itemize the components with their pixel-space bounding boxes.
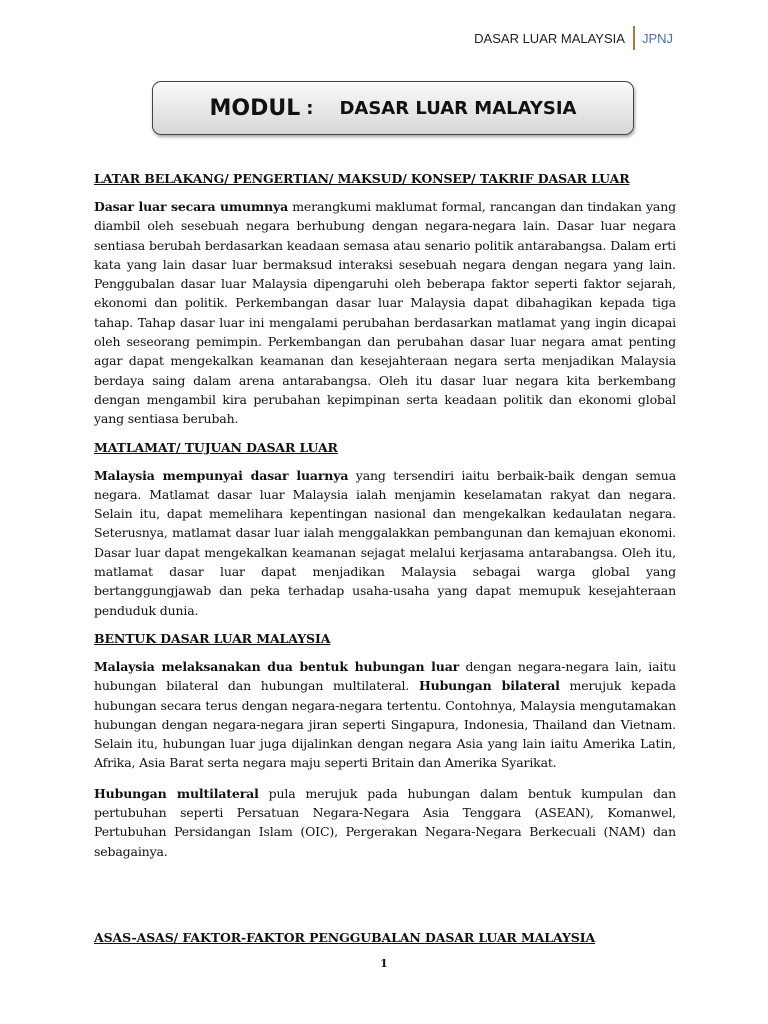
bold-lead: Malaysia melaksanakan dua bentuk hubungan luar bbox=[94, 658, 460, 674]
section-heading-background: LATAR BELAKANG/ PENGERTIAN/ MAKSUD/ KONSEP/ TAKRIF DASAR LUAR bbox=[94, 171, 630, 186]
header-divider bbox=[633, 26, 635, 50]
bold-lead: Malaysia mempunyai dasar luarnya bbox=[94, 467, 349, 483]
document-body bbox=[94, 171, 676, 956]
bold-lead: Dasar luar secara umumnya bbox=[94, 199, 289, 214]
header-organization: JPNJ bbox=[641, 30, 673, 46]
running-header bbox=[474, 26, 673, 50]
module-label: MODUL bbox=[209, 95, 301, 121]
paragraph-objectives bbox=[94, 466, 676, 620]
paragraph-forms-multilateral bbox=[94, 784, 676, 861]
header-document-title: DASAR LUAR MALAYSIA bbox=[474, 30, 625, 46]
paragraph-text: pula merujuk pada hubungan dalam bentuk kumpulan dan pertubuhan seperti Persatuan Negara-Negara Asia Tenggara (ASEAN), Komanwel, Pertubuhan Persidangan Islam (OIC), Pergerakan Negara-Negara Berkecuali (NAM) dan sebagainya. bbox=[94, 785, 676, 859]
paragraph-text: merujuk kepada hubungan secara terus dengan negara-negara tertentu. Contohnya, Malaysia mengutamakan hubungan dengan negara-negara jiran seperti Singapura, Indonesia, Thailand dan Vietnam. Selain itu, hubungan luar juga dijalinkan dengan negara Asia yang lain iaitu Amerika Latin, Afrika, Asia Barat serta negara maju seperti Britain dan Amerika Syarikat. bbox=[94, 678, 676, 771]
module-subject: DASAR LUAR MALAYSIA bbox=[339, 97, 577, 119]
bold-term-multilateral: Hubungan multilateral bbox=[94, 785, 259, 801]
section-heading-objectives: MATLAMAT/ TUJUAN DASAR LUAR bbox=[94, 439, 338, 455]
paragraph-text: yang tersendiri iaitu berbaik-baik dengan semua negara. Matlamat dasar luar Malaysia ialah menjamin keselamatan rakyat dan negara. Selain itu, dapat memelihara kepentingan nasional dan mengekalkan kedaulatan negara. Seterusnya, matlamat dasar luar ialah menggalakkan pembangunan dan kemajuan ekonomi. Dasar luar dapat mengekalkan keamanan sejagat melalui kerjasama antarabangsa. Oleh itu, matlamat dasar luar dapat menjadikan Malaysia sebagai warga global yang bertanggungjawab dan peka terhadap usaha-usaha yang dapat memupuk kesejahteraan penduduk dunia. bbox=[94, 467, 676, 618]
paragraph-text: merangkumi maklumat formal, rancangan dan tindakan yang diambil oleh sesebuah negara berhubung dengan negara-negara lain. Dasar luar negara sentiasa berubah berdasarkan keadaan semasa atau senario politik antarabangsa. Dalam erti kata yang lain dasar luar bermaksud interaksi sesebuah negara dengan negara yang lain. Penggubalan dasar luar Malaysia dipengaruhi oleh beberapa faktor seperti faktor sejarah, ekonomi dan politik. Perkembangan dasar luar Malaysia dapat dibahagikan kepada tiga tahap. Tahap dasar luar ini mengalami perubahan berdasarkan matlamat yang ingin dicapai oleh seseorang pemimpin. Perkembangan dan perubahan dasar luar negara amat penting agar dapat mengekalkan keamanan dan kesejahteraan negara serta menjadikan Malaysia berdaya saing dalam arena antarabangsa. Oleh itu dasar luar negara kita berkembang dengan mengambil kira perubahan kepimpinan serta keadaan politik dan ekonomi global yang sentiasa berubah. bbox=[94, 199, 676, 427]
module-title-box bbox=[152, 81, 634, 135]
paragraph-text: dengan negara-negara lain, iaitu hubungan bilateral dan hubungan multilateral. bbox=[94, 658, 676, 694]
bold-term-bilateral: Hubungan bilateral bbox=[418, 678, 560, 694]
section-heading-factors: ASAS-ASAS/ FAKTOR-FAKTOR PENGGUBALAN DASAR LUAR MALAYSIA bbox=[94, 929, 596, 945]
page-number: 1 bbox=[380, 957, 388, 970]
title-separator: : bbox=[306, 97, 314, 119]
paragraph-forms-bilateral bbox=[94, 657, 676, 773]
blank-space bbox=[94, 872, 676, 930]
section-heading-forms: BENTUK DASAR LUAR MALAYSIA bbox=[94, 630, 331, 646]
paragraph-background bbox=[94, 197, 676, 429]
